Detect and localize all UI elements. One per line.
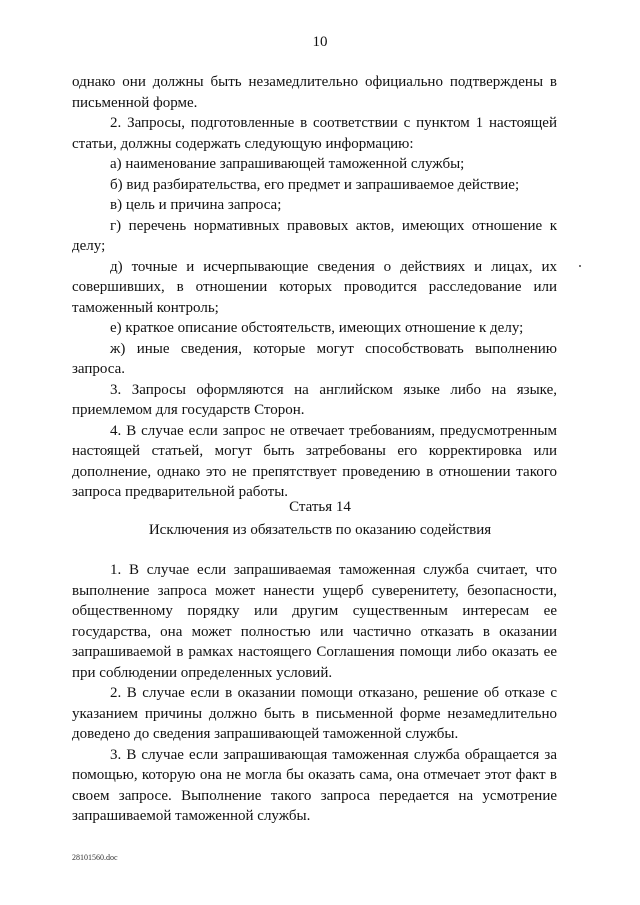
- list-item-d: д) точные и исчерпывающие сведения о действиях и лицах, их совершивших, в отношении которых проводится расследование или таможенный контроль;: [72, 258, 557, 316]
- paragraph-2: 2. Запросы, подготовленные в соответствии с пунктом 1 настоящей статьи, должны содержать следующую информацию:: [72, 115, 557, 152]
- list-item-e: е) краткое описание обстоятельств, имеющих отношение к делу;: [110, 320, 524, 336]
- article-number: Статья 14: [289, 499, 351, 515]
- list-item-a: а) наименование запрашивающей таможенной службы;: [110, 156, 465, 172]
- list-item-v: в) цель и причина запроса;: [110, 197, 282, 213]
- list-item-zh: ж) иные сведения, которые могут способствовать выполнению запроса.: [72, 340, 557, 377]
- article-title: Исключения из обязательств по оказанию содействия: [148, 522, 492, 538]
- article-14-paragraph-2: 2. В случае если в оказании помощи отказано, решение об отказе с указанием причины должно быть в письменной форме незамедлительно доведено до сведения запрашивающей таможенной службы.: [72, 685, 557, 742]
- text-block-exceptions: [72, 560, 557, 827]
- article-14-paragraph-1: 1. В случае если запрашиваемая таможенная служба считает, что выполнение запроса может нанести ущерб суверенитету, безопасности, общественному порядку или другим существенным интересам ее государства, она может полностью или частично отказать в оказании запрашиваемой в рамках настоящего Соглашения помощи либо оказать ее при соблюдении определенных условий.: [72, 562, 557, 681]
- article-14-paragraph-3: 3. В случае если запрашивающая таможенная служба обращается за помощью, которую она не могла бы оказать сама, она отмечает этот факт в своем запросе. Выполнение такого запроса передается на усмотрение запрашиваемой таможенной службы.: [72, 746, 557, 824]
- list-item-b: б) вид разбирательства, его предмет и запрашиваемое действие;: [110, 176, 520, 193]
- file-name-footer: 28101560.doc: [72, 853, 118, 862]
- list-item-g: г) перечень нормативных правовых актов, имеющих отношение к делу;: [72, 217, 557, 254]
- scan-speck: [579, 265, 581, 267]
- paragraph-3: 3. Запросы оформляются на английском языке либо на языке, приемлемом для государств Сторон.: [72, 381, 557, 418]
- paragraph-4: 4. В случае если запрос не отвечает требованиям, предусмотренным настоящей статьей, могут быть затребованы его корректировка или дополнение, однако это не препятствует проведению в отношении такого запроса предварительной работы.: [72, 422, 557, 500]
- page-number: 10: [312, 34, 328, 50]
- text-block-requests: [72, 72, 557, 503]
- paragraph-continuation: однако они должны быть незамедлительно официально подтверждены в письменной форме.: [72, 74, 557, 111]
